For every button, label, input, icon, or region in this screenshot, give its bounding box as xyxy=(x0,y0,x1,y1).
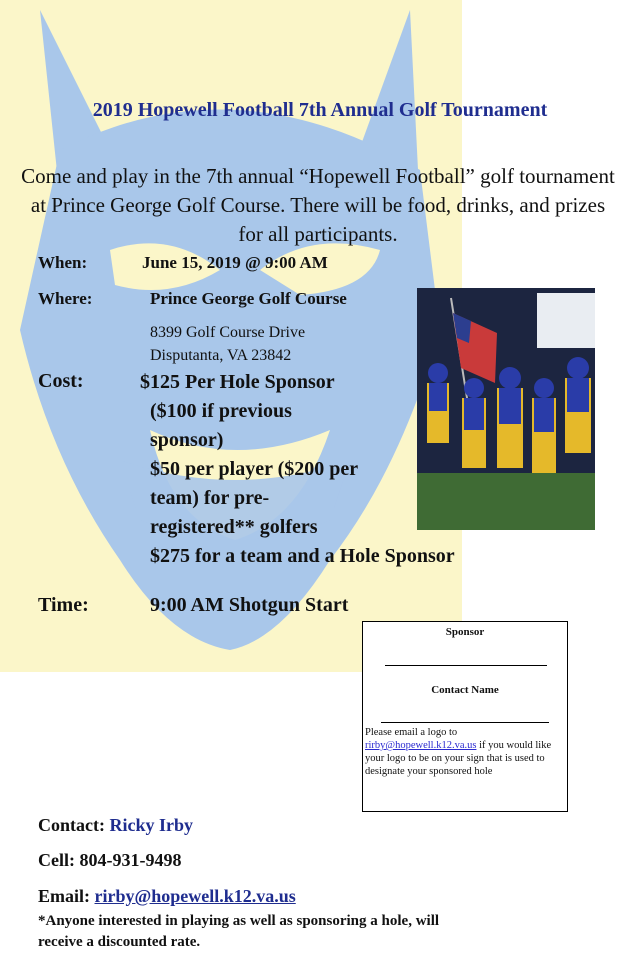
sponsor-form-box xyxy=(362,621,568,812)
page-title: 2019 Hopewell Football 7th Annual Golf Tournament xyxy=(92,99,548,121)
when-value: June 15, 2019 @ 9:00 AM xyxy=(142,253,328,272)
contact-label: Contact: xyxy=(38,815,105,835)
contact-name-field-line[interactable] xyxy=(381,722,549,723)
note-email-link[interactable]: rirby@hopewell.k12.va.us xyxy=(365,740,477,751)
cost-line: sponsor) xyxy=(150,429,224,451)
where-label: Where: xyxy=(38,289,93,308)
contact-name-field-label: Contact Name xyxy=(431,684,499,696)
intro-paragraph: Come and play in the 7th annual “Hopewell Football” golf tournament at Prince George Golf Course. There will be food, drinks, and prizes for all participants. xyxy=(21,164,615,246)
time-label: Time: xyxy=(38,594,89,616)
time-value: 9:00 AM Shotgun Start xyxy=(150,594,349,616)
where-value: Prince George Golf Course xyxy=(150,289,347,308)
contact-name: Ricky Irby xyxy=(109,815,193,835)
cost-line: $50 per player ($200 per xyxy=(150,458,359,480)
contact-line xyxy=(38,815,193,836)
address-line-2: Disputanta, VA 23842 xyxy=(150,347,292,364)
address-line-1: 8399 Golf Course Drive xyxy=(150,324,306,341)
email-line xyxy=(38,886,296,907)
cost-line: registered** golfers xyxy=(150,516,318,538)
sponsor-field-line[interactable] xyxy=(385,665,547,666)
cell-line xyxy=(38,850,181,871)
cell-label: Cell: xyxy=(38,850,75,870)
football-team-photo-graphic xyxy=(417,288,595,530)
email-label: Email: xyxy=(38,886,90,906)
logo-email-note xyxy=(365,726,565,778)
note-prefix: Please email a logo to xyxy=(365,727,458,738)
sponsor-field-label: Sponsor xyxy=(445,626,485,638)
note-suffix: if you would like your logo to be on your sign that is used to designate your sponsored hole xyxy=(365,740,552,777)
cost-line: $125 Per Hole Sponsor xyxy=(140,371,335,393)
cost-line: ($100 if previous xyxy=(150,400,292,422)
cost-line: $275 for a team and a Hole Sponsor xyxy=(150,545,455,567)
when-label: When: xyxy=(38,253,88,272)
email-link[interactable]: rirby@hopewell.k12.va.us xyxy=(94,886,296,906)
cell-value: 804-931-9498 xyxy=(79,850,182,870)
footnote: *Anyone interested in playing as well as sponsoring a hole, will receive a discounted rate. xyxy=(38,913,440,950)
cost-label: Cost: xyxy=(38,370,84,392)
football-team-photo xyxy=(417,288,595,530)
cost-line: team) for pre- xyxy=(150,487,270,509)
